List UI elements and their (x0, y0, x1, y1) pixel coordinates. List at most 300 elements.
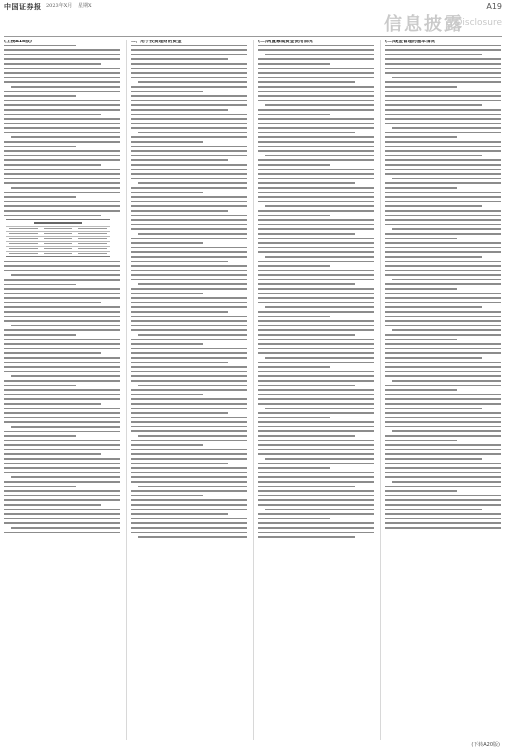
text-line (131, 509, 247, 511)
text-line (385, 389, 457, 391)
column-heading: (二)闲置募集资金使用情况 (258, 40, 313, 44)
text-line (131, 58, 228, 60)
text-line (131, 104, 247, 106)
text-line (385, 141, 501, 143)
text-line (392, 380, 501, 382)
text-line (385, 476, 501, 478)
text-line (385, 233, 501, 235)
text-line (385, 274, 501, 276)
text-line (385, 440, 457, 442)
text-line (385, 238, 457, 240)
text-line (258, 109, 374, 111)
text-line (4, 453, 101, 455)
text-line (258, 95, 374, 97)
text-line (385, 251, 501, 253)
text-line (131, 463, 228, 465)
text-line (385, 173, 501, 175)
text-line (4, 49, 120, 51)
text-line (265, 256, 374, 258)
text-line (131, 164, 247, 166)
text-line (4, 444, 120, 446)
text-line (385, 490, 457, 492)
text-line (131, 91, 203, 93)
text-line (385, 403, 501, 405)
text-line (392, 481, 501, 483)
text-line (4, 270, 120, 272)
text-line (385, 86, 457, 88)
text-line (258, 187, 374, 189)
text-line (385, 352, 501, 354)
text-line (258, 426, 374, 428)
text-line (131, 270, 247, 272)
text-line (258, 100, 374, 102)
text-line (4, 146, 76, 148)
text-line (4, 398, 120, 400)
text-line (385, 95, 501, 97)
text-line (131, 329, 247, 331)
text-line (131, 380, 247, 382)
text-line (385, 159, 501, 161)
text-line (258, 224, 374, 226)
text-line (385, 362, 501, 364)
text-line (258, 320, 374, 322)
text-line (131, 522, 247, 524)
publication-name: 中国证券报 (4, 2, 42, 11)
text-line (258, 444, 374, 446)
text-line (131, 63, 247, 65)
text-line (258, 532, 374, 534)
column-divider (380, 40, 381, 740)
text-line (4, 100, 120, 102)
text-line (131, 288, 247, 290)
text-line (385, 118, 501, 120)
text-line (385, 100, 501, 102)
masthead (0, 0, 506, 40)
text-line (131, 532, 247, 534)
text-line (385, 472, 501, 474)
text-line (385, 192, 501, 194)
text-line (258, 366, 330, 368)
text-line (131, 311, 228, 313)
text-line (138, 486, 247, 488)
text-line (385, 215, 501, 217)
page-number: A19 (486, 2, 502, 11)
text-line (385, 132, 501, 134)
text-line (131, 261, 228, 263)
text-line (385, 357, 482, 359)
text-line (385, 499, 501, 501)
text-line (385, 283, 501, 285)
text-line (385, 325, 501, 327)
text-line (4, 490, 120, 492)
body-text (4, 261, 120, 534)
body-text (4, 45, 120, 217)
body-text (385, 45, 501, 529)
text-line (131, 224, 247, 226)
text-line (258, 238, 374, 240)
column-heading: (上接A18版) (4, 40, 32, 44)
text-line (131, 215, 247, 217)
text-line (131, 453, 247, 455)
text-line (4, 265, 120, 267)
text-line (131, 256, 247, 258)
text-line (258, 403, 374, 405)
text-line (131, 362, 228, 364)
text-line (258, 513, 374, 515)
text-line (385, 306, 482, 308)
text-line (131, 150, 247, 152)
text-line (258, 325, 374, 327)
text-line (392, 77, 501, 79)
text-line (258, 522, 374, 524)
text-line (258, 233, 355, 235)
text-line (258, 329, 374, 331)
text-line (385, 527, 501, 529)
text-line (265, 54, 374, 56)
text-line (258, 136, 374, 138)
text-line (258, 169, 374, 171)
text-line (258, 504, 374, 506)
text-line (392, 228, 501, 230)
text-line (4, 141, 120, 143)
text-line (4, 343, 120, 345)
text-line (258, 178, 374, 180)
text-line (385, 242, 501, 244)
text-line (131, 155, 247, 157)
text-line (258, 251, 374, 253)
text-line (4, 91, 120, 93)
text-line (385, 504, 501, 506)
text-line (4, 435, 76, 437)
text-line (131, 178, 247, 180)
text-line (4, 412, 120, 414)
text-line (258, 476, 374, 478)
text-line (385, 45, 501, 47)
text-line (131, 398, 247, 400)
text-line (258, 430, 374, 432)
text-line (4, 522, 120, 524)
text-line (258, 293, 374, 295)
text-line (131, 527, 247, 529)
text-line (385, 463, 501, 465)
text-line (4, 150, 120, 152)
text-line (258, 297, 374, 299)
text-line (131, 339, 247, 341)
text-line (385, 196, 501, 198)
text-line (4, 302, 101, 304)
text-line (4, 169, 120, 171)
text-line (4, 58, 120, 60)
body-text (258, 45, 374, 538)
text-line (131, 513, 228, 515)
text-line (131, 169, 247, 171)
text-line (138, 182, 247, 184)
text-line (258, 247, 374, 249)
text-line (258, 242, 374, 244)
text-line (131, 366, 247, 368)
text-line (4, 63, 101, 65)
text-line (392, 430, 501, 432)
issue-weekday: 星期X (78, 3, 92, 9)
text-line (258, 398, 374, 400)
text-line (258, 86, 374, 88)
text-line (131, 343, 203, 345)
text-line (4, 421, 120, 423)
text-line (385, 224, 501, 226)
text-line (385, 435, 501, 437)
text-line (138, 536, 247, 538)
text-line (385, 261, 501, 263)
text-line (131, 54, 247, 56)
text-line (385, 522, 501, 524)
text-line (4, 178, 120, 180)
text-line (4, 518, 120, 520)
text-line (131, 348, 247, 350)
text-line (4, 77, 120, 79)
text-line (4, 417, 120, 419)
text-line (385, 426, 501, 428)
text-line (258, 527, 374, 529)
text-line (258, 283, 355, 285)
text-line (131, 72, 247, 74)
text-line (258, 114, 330, 116)
text-line (258, 302, 374, 304)
text-line (4, 45, 76, 47)
text-line (4, 104, 120, 106)
text-line (131, 375, 247, 377)
text-line (4, 155, 120, 157)
text-line (385, 343, 501, 345)
text-line (131, 490, 247, 492)
text-line (385, 58, 501, 60)
text-line (385, 449, 501, 451)
text-line (385, 509, 482, 511)
text-line (385, 495, 501, 497)
text-line (385, 49, 501, 51)
table-row (6, 251, 110, 256)
text-line (131, 458, 247, 460)
text-line (385, 467, 501, 469)
text-line (138, 132, 247, 134)
continued-note: (下转A20版) (471, 742, 500, 748)
column-2 (131, 40, 247, 740)
text-line (385, 109, 501, 111)
text-line (138, 385, 247, 387)
text-line (385, 205, 482, 207)
text-line (258, 192, 374, 194)
text-line (4, 109, 120, 111)
column-3 (258, 40, 374, 740)
text-line (385, 486, 501, 488)
text-line (385, 417, 501, 419)
text-line (258, 339, 374, 341)
text-line (385, 316, 501, 318)
text-line (385, 339, 457, 341)
text-line (131, 68, 247, 70)
text-line (131, 238, 247, 240)
text-line (258, 421, 374, 423)
text-line (265, 458, 374, 460)
text-line (131, 394, 203, 396)
column-4 (385, 40, 501, 740)
text-line (258, 352, 374, 354)
text-line (258, 81, 355, 83)
text-line (4, 297, 120, 299)
text-line (11, 136, 120, 138)
text-line (4, 311, 120, 313)
section-title-cn: 信息披露 (384, 14, 464, 35)
text-line (258, 472, 374, 474)
text-line (385, 155, 482, 157)
data-table (6, 219, 110, 256)
text-line (4, 288, 120, 290)
text-line (11, 86, 120, 88)
text-line (265, 408, 374, 410)
text-line (4, 362, 120, 364)
text-line (258, 201, 374, 203)
text-line (131, 495, 203, 497)
text-line (385, 302, 501, 304)
text-line (258, 210, 374, 212)
text-line (385, 63, 501, 65)
text-line (4, 205, 120, 207)
text-line (258, 123, 374, 125)
text-line (4, 284, 76, 286)
text-line (4, 334, 76, 336)
text-line (131, 109, 228, 111)
text-line (258, 288, 374, 290)
text-line (131, 325, 247, 327)
text-line (138, 81, 247, 83)
text-line (265, 155, 374, 157)
text-line (385, 146, 501, 148)
text-line (258, 375, 374, 377)
text-line (385, 453, 501, 455)
text-line (385, 348, 501, 350)
column-divider (126, 40, 127, 740)
text-line (258, 173, 374, 175)
column-divider (253, 40, 254, 740)
text-line (131, 196, 247, 198)
text-line (131, 417, 247, 419)
text-line (265, 205, 374, 207)
text-line (258, 371, 374, 373)
text-line (385, 375, 501, 377)
text-line (131, 118, 247, 120)
text-line (4, 192, 120, 194)
text-line (258, 182, 355, 184)
text-line (4, 182, 120, 184)
text-line (385, 114, 501, 116)
text-line (258, 261, 374, 263)
text-line (131, 444, 203, 446)
text-line (258, 164, 330, 166)
text-line (131, 205, 247, 207)
text-line (265, 306, 374, 308)
text-line (385, 458, 482, 460)
text-line (258, 311, 374, 313)
text-line (4, 316, 120, 318)
text-line (258, 146, 374, 148)
text-line (258, 343, 374, 345)
text-line (385, 265, 501, 267)
text-line (258, 196, 374, 198)
text-line (131, 408, 247, 410)
text-line (131, 449, 247, 451)
text-line (385, 210, 501, 212)
text-line (258, 141, 374, 143)
text-line (4, 95, 76, 97)
text-line (258, 316, 330, 318)
text-line (258, 486, 355, 488)
text-line (258, 63, 330, 65)
text-line (131, 421, 247, 423)
text-line (385, 123, 501, 125)
text-line (258, 435, 355, 437)
text-line (258, 68, 374, 70)
text-line (392, 279, 501, 281)
text-line (131, 159, 228, 161)
text-line (385, 256, 482, 258)
text-line (385, 72, 501, 74)
text-line (4, 509, 120, 511)
text-line (385, 182, 501, 184)
text-line (131, 504, 247, 506)
text-line (4, 371, 120, 373)
text-line (385, 518, 501, 520)
text-line (258, 518, 330, 520)
text-line (385, 513, 501, 515)
text-line (385, 219, 501, 221)
text-line (131, 389, 247, 391)
text-line (131, 320, 247, 322)
text-line (131, 274, 247, 276)
text-line (258, 495, 374, 497)
text-line (4, 431, 120, 433)
text-line (258, 132, 355, 134)
text-line (385, 297, 501, 299)
text-line (131, 114, 247, 116)
text-line (131, 192, 203, 194)
text-line (385, 408, 482, 410)
text-line (258, 348, 374, 350)
text-line (131, 403, 247, 405)
text-line (4, 118, 120, 120)
text-line (131, 141, 203, 143)
text-line (131, 247, 247, 249)
text-line (258, 453, 374, 455)
text-line (258, 58, 374, 60)
text-line (385, 136, 457, 138)
text-line (4, 68, 120, 70)
text-line (131, 173, 247, 175)
text-line (4, 467, 120, 469)
text-line (265, 104, 374, 106)
text-line (4, 348, 120, 350)
text-line (392, 127, 501, 129)
text-line (4, 495, 120, 497)
text-line (265, 357, 374, 359)
text-line (11, 187, 120, 189)
text-line (258, 463, 374, 465)
text-line (131, 297, 247, 299)
text-line (258, 150, 374, 152)
text-line (131, 123, 247, 125)
text-line (4, 54, 120, 56)
text-line (131, 265, 247, 267)
text-line (265, 509, 374, 511)
column-1 (4, 40, 120, 740)
